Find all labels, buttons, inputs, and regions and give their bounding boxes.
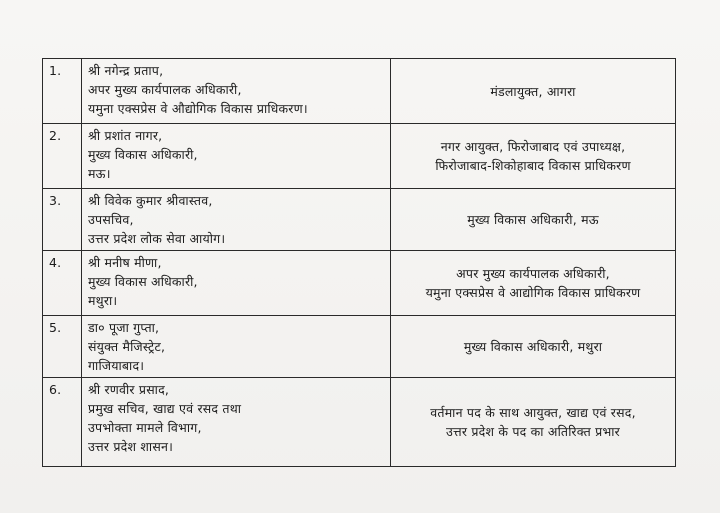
officer-details (82, 316, 391, 378)
officer-line: श्री प्रशांत नागर, (88, 128, 163, 143)
posting-line: यमुना एक्सप्रेस वे आद्योगिक विकास प्राधिकरण (425, 285, 641, 300)
new-posting (391, 189, 676, 251)
officer-line: यमुना एक्सप्रेस वे औद्योगिक विकास प्राधिकरण। (88, 101, 308, 116)
officer-details (82, 59, 391, 124)
posting-line: फिरोजाबाद-शिकोहाबाद विकास प्राधिकरण (435, 158, 631, 173)
officer-line: श्री रणवीर प्रसाद, (88, 382, 170, 397)
table-row (43, 378, 676, 467)
officer-line: मुख्य विकास अधिकारी, (88, 274, 198, 289)
officer-line: मुख्य विकास अधिकारी, (88, 147, 198, 162)
posting-line: मुख्य विकास अधिकारी, मऊ (467, 212, 599, 227)
officer-details (82, 189, 391, 251)
table-row (43, 189, 676, 251)
officer-line: मऊ। (88, 166, 111, 181)
officer-line: उपसचिव, (88, 212, 134, 227)
serial-number: 4. (43, 251, 82, 316)
table-row (43, 124, 676, 189)
officer-line: अपर मुख्य कार्यपालक अधिकारी, (88, 82, 242, 97)
table-row (43, 59, 676, 124)
new-posting (391, 124, 676, 189)
officer-line: संयुक्त मैजिस्ट्रेट, (88, 339, 166, 354)
officer-line: श्री नगेन्द्र प्रताप, (88, 63, 164, 78)
posting-line: नगर आयुक्त, फिरोजाबाद एवं उपाध्यक्ष, (440, 139, 626, 154)
table-row (43, 251, 676, 316)
officer-details (82, 378, 391, 467)
officer-details (82, 251, 391, 316)
officer-line: गाजियाबाद। (88, 358, 145, 373)
serial-number: 6. (43, 378, 82, 467)
new-posting (391, 59, 676, 124)
officer-line: उपभोक्ता मामले विभाग, (88, 420, 202, 435)
table-row (43, 316, 676, 378)
officer-details (82, 124, 391, 189)
officer-line: प्रमुख सचिव, खाद्य एवं रसद तथा (88, 401, 242, 416)
serial-number: 1. (43, 59, 82, 124)
officer-line: उत्तर प्रदेश शासन। (88, 439, 174, 454)
officer-line: उत्तर प्रदेश लोक सेवा आयोग। (88, 231, 226, 246)
posting-line: उत्तर प्रदेश के पद का अतिरिक्त प्रभार (445, 424, 620, 439)
posting-line: वर्तमान पद के साथ आयुक्त, खाद्य एवं रसद, (430, 405, 636, 420)
new-posting (391, 251, 676, 316)
officer-line: डा० पूजा गुप्ता, (88, 320, 160, 335)
serial-number: 5. (43, 316, 82, 378)
officer-line: श्री मनीष मीणा, (88, 255, 162, 270)
serial-number: 2. (43, 124, 82, 189)
officer-line: श्री विवेक कुमार श्रीवास्तव, (88, 193, 213, 208)
serial-number: 3. (43, 189, 82, 251)
officer-line: मथुरा। (88, 293, 118, 308)
transfer-table (42, 58, 676, 467)
new-posting (391, 378, 676, 467)
posting-line: अपर मुख्य कार्यपालक अधिकारी, (456, 266, 610, 281)
posting-line: मंडलायुक्त, आगरा (490, 83, 576, 99)
new-posting (391, 316, 676, 378)
posting-line: मुख्य विकास अधिकारी, मथुरा (463, 339, 603, 354)
